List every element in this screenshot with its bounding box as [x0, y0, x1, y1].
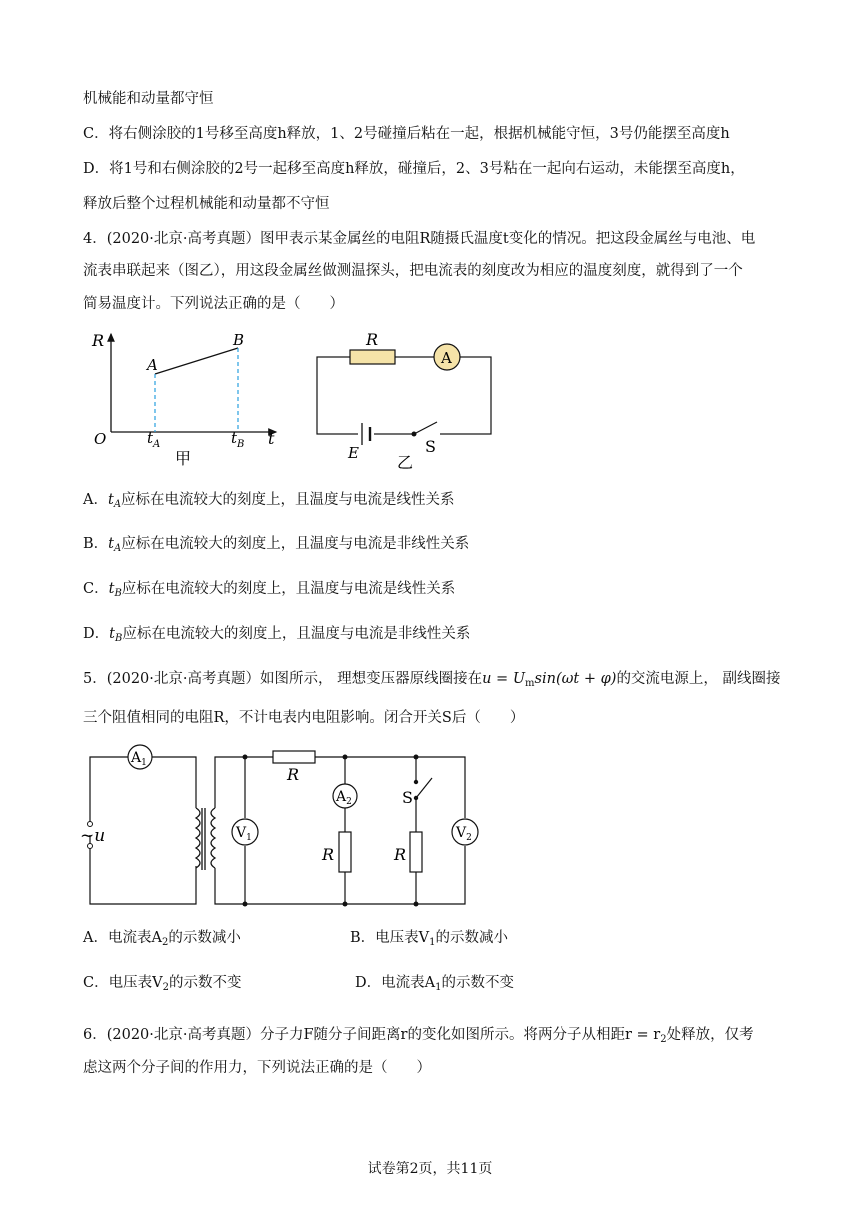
circuit-wire-frame: [317, 357, 491, 434]
q5-stem-line1: 5．(2020·北京·高考真题）如图所示， 理想变压器原线圈接在$u = U_m\sin(\omega t + \varphi)$的交流电源上， 副线圈接: [83, 671, 781, 689]
q5-option-c: C．电压表$V_2$的示数不变: [83, 975, 242, 993]
source-u-label: ~u: [80, 826, 106, 846]
q4-stem-line3: 简易温度计。下列说法正确的是（ ）: [83, 296, 344, 312]
ammeter-label: A: [441, 349, 452, 367]
switch-s: [416, 778, 432, 798]
ammeter-a2-label: $A_2$: [336, 789, 352, 807]
q4-option-b: B．$t_A$应标在电流较大的刻度上，且温度与电流是非线性关系: [83, 536, 470, 554]
point-b-label: B: [233, 331, 245, 349]
voltmeter-v2-label: $V_2$: [456, 825, 472, 843]
q3-option-c: C．将右侧涂胶的1号移至高度h释放，1、2号碰撞后粘在一起，根据机械能守恒，3号仍能摆至高度h: [83, 126, 730, 142]
resistor-r-top-label: R: [287, 765, 300, 784]
resistor-r-label: R: [366, 330, 379, 349]
battery-e-label: E: [348, 444, 359, 462]
q4-figure-yi: [310, 326, 510, 476]
q4-option-c: C．$t_B$应标在电流较大的刻度上，且温度与电流是线性关系: [83, 581, 456, 599]
resistor-r-top: [273, 751, 315, 763]
ab-line: [155, 348, 238, 374]
resistor-r: [350, 350, 395, 364]
figure-jia-caption: 甲: [175, 449, 192, 468]
ta-tick-label: $t_A$: [147, 429, 161, 450]
resistor-r-right: [410, 832, 422, 872]
switch-s-label: S: [402, 788, 413, 807]
switch-s-label: S: [425, 437, 436, 456]
q6-stem-line2: 虑这两个分子间的作用力，下列说法正确的是（ ）: [83, 1060, 431, 1076]
figure-yi-caption: 乙: [397, 453, 414, 472]
q4-option-d: D．$t_B$应标在电流较大的刻度上，且温度与电流是非线性关系: [83, 626, 471, 644]
q5-option-a: A．电流表$A_2$的示数减小: [83, 930, 241, 948]
voltmeter-v1-label: $V_1$: [236, 825, 252, 843]
origin-label: O: [94, 430, 107, 448]
q3-option-d-line1: D．将1号和右侧涂胶的2号一起移至高度h释放，碰撞后，2、3号粘在一起向右运动，未能摆至高度h，: [83, 161, 745, 177]
q6-stem-line1: 6．(2020·北京·高考真题）分子力F随分子间距离r的变化如图所示。将两分子从相距$r = r_2$处释放，仅考: [83, 1027, 754, 1045]
q3-option-d-line2: 释放后整个过程机械能和动量都不守恒: [83, 196, 330, 212]
point-a-label: A: [147, 356, 158, 374]
q4-option-a: A．$t_A$应标在电流较大的刻度上，且温度与电流是线性关系: [83, 492, 455, 510]
r-axis-label: R: [92, 331, 105, 350]
ammeter-a1-label: $A_1$: [131, 750, 147, 768]
q5-figure-transformer-circuit: [80, 740, 500, 910]
q4-figure-jia: [88, 326, 288, 476]
primary-coil: [196, 808, 200, 868]
q5-stem-line2: 三个阻值相同的电阻R，不计电表内电阻影响。闭合开关S后（ ）: [83, 710, 525, 726]
resistor-r-middle-label: R: [322, 845, 335, 864]
q5-option-b: B．电压表$V_1$的示数减小: [350, 930, 509, 948]
tb-tick-label: $t_B$: [231, 429, 245, 450]
q3-tail: 机械能和动量都守恒: [83, 91, 214, 107]
q5-option-d: D．电流表$A_1$的示数不变: [355, 975, 514, 993]
resistor-r-middle: [339, 832, 351, 872]
q4-stem-line1: 4．(2020·北京·高考真题）图甲表示某金属丝的电阻R随摄氏温度t变化的情况。把这段金属丝与电池、电: [83, 231, 756, 247]
q4-stem-line2: 流表串联起来（图乙），用这段金属丝做测温探头，把电流表的刻度改为相应的温度刻度，就得到了一个: [83, 263, 743, 279]
t-axis-label: t: [268, 429, 275, 448]
page-footer: 试卷第2页，共11页: [367, 1161, 493, 1177]
secondary-coil: [211, 808, 215, 868]
resistor-r-right-label: R: [394, 845, 407, 864]
